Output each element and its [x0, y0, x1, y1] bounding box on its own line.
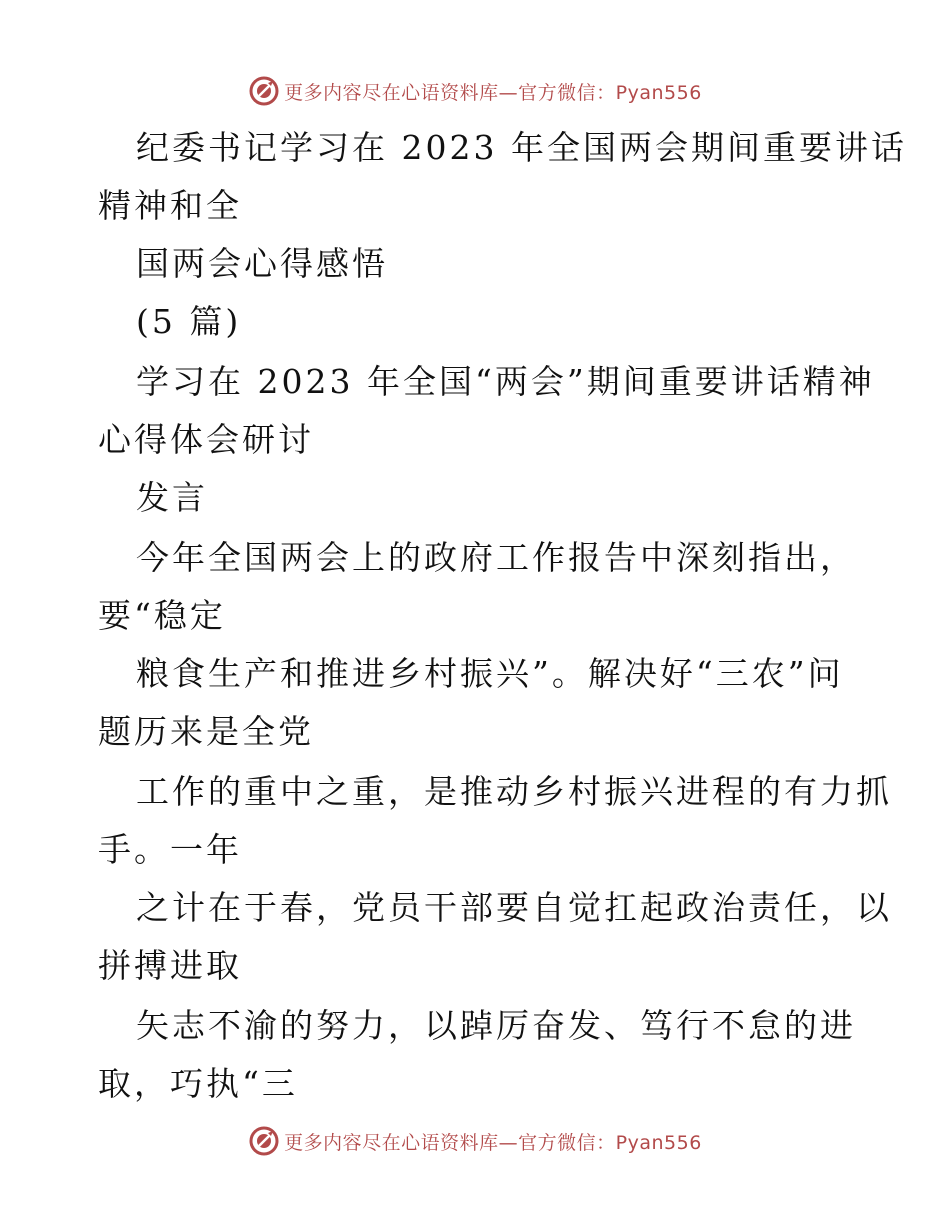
red-seal-logo-icon — [248, 75, 280, 107]
paragraph-line: 要“稳定 — [98, 596, 226, 635]
header-watermark-text: 更多内容尽在心语资料库—官方微信：Pyan556 — [284, 81, 702, 104]
title-line-4: (5 篇) — [136, 302, 242, 341]
paragraph-line: 拼搏进取 — [98, 946, 242, 985]
title-line-1: 纪委书记学习在 2023 年全国两会期间重要讲话 — [136, 128, 907, 167]
paragraph-line: 手。一年 — [98, 830, 242, 869]
title-line-2: 精神和全 — [98, 186, 242, 225]
paragraph-line: 题历来是全党 — [98, 712, 314, 751]
subtitle-line-3: 发言 — [136, 478, 208, 517]
footer-watermark-banner — [0, 1121, 950, 1161]
subtitle-line-1: 学习在 2023 年全国“两会”期间重要讲话精神 — [136, 362, 875, 401]
footer-watermark-text: 更多内容尽在心语资料库—官方微信：Pyan556 — [284, 1131, 702, 1154]
header-watermark-banner — [0, 71, 950, 111]
paragraph-line: 粮食生产和推进乡村振兴”。解决好“三农”问 — [136, 654, 844, 693]
paragraph-line: 今年全国两会上的政府工作报告中深刻指出， — [136, 538, 856, 577]
subtitle-line-2: 心得体会研讨 — [98, 420, 314, 459]
paragraph-line: 矢志不渝的努力，以踔厉奋发、笃行不怠的进 — [136, 1006, 856, 1045]
paragraph-line: 工作的重中之重，是推动乡村振兴进程的有力抓 — [136, 772, 892, 811]
title-line-3: 国两会心得感悟 — [136, 244, 388, 283]
red-seal-logo-icon — [248, 1125, 280, 1157]
paragraph-line: 之计在于春，党员干部要自觉扛起政治责任，以 — [136, 888, 892, 927]
paragraph-line: 取，巧执“三 — [98, 1064, 298, 1103]
